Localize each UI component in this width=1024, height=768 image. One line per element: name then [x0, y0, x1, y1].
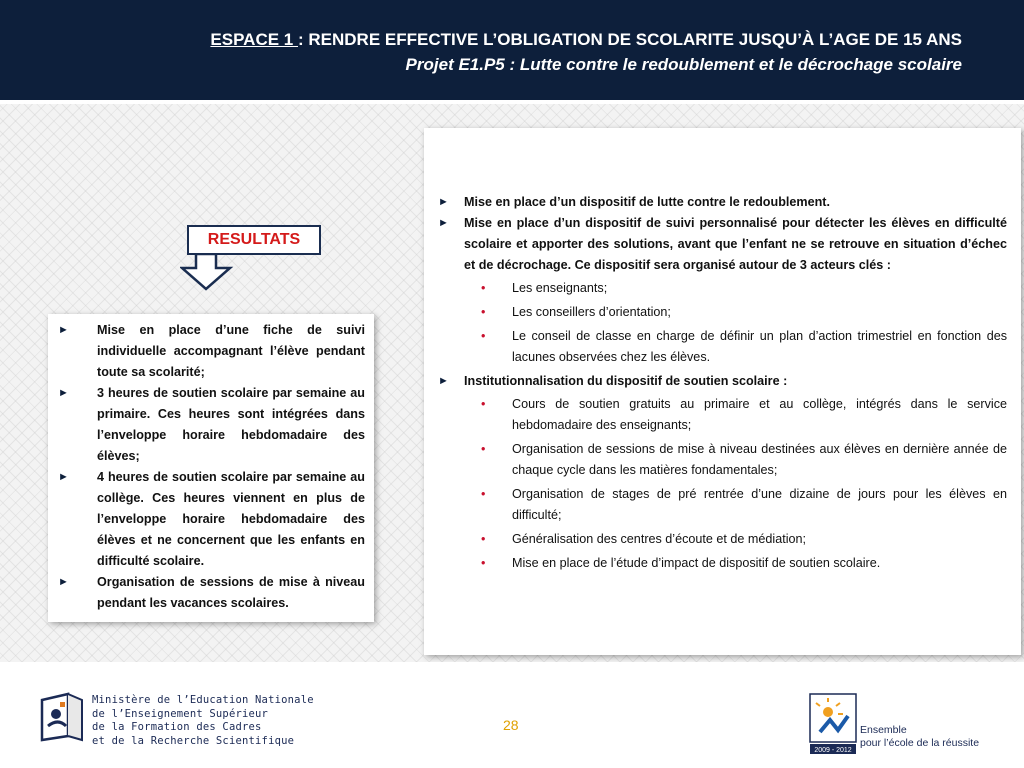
list-item-text: Institutionnalisation du dispositif de soutien scolaire :: [464, 374, 788, 388]
list-item: [58, 320, 365, 383]
title-main: : RENDRE EFFECTIVE L’OBLIGATION DE SCOLARITE JUSQU’À L’AGE DE 15 ANS: [297, 30, 962, 49]
list-item: [58, 467, 365, 572]
list-item-text: 3 heures de soutien scolaire par semaine au primaire. Ces heures sont intégrées dans l’enveloppe horaire hebdomadaire des élèves;: [97, 386, 365, 463]
sub-list-item: [464, 394, 1007, 436]
triangle-bullet-icon: ►: [438, 375, 449, 387]
sub-list-item: [464, 326, 1007, 368]
ensemble-logo-icon: [808, 692, 858, 756]
triangle-bullet-icon: ►: [58, 387, 69, 399]
actions-list: [438, 192, 1007, 574]
triangle-bullet-icon: ►: [58, 576, 69, 588]
header-banner: [0, 0, 1024, 104]
sub-list: [464, 278, 1007, 368]
list-item: [58, 383, 365, 467]
ensemble-line: Ensemble: [860, 724, 907, 736]
page-subtitle: Projet E1.P5 : Lutte contre le redoublement et le décrochage scolaire: [405, 55, 962, 74]
sub-list-item-text: Cours de soutien gratuits au primaire et au collège, intégrés dans le service hebdomadaire des enseignants;: [512, 397, 1007, 432]
page-number: 28: [503, 717, 519, 733]
sub-list-item: [464, 484, 1007, 526]
results-panel: [48, 314, 374, 622]
sub-list-item: [464, 529, 1007, 550]
list-item: [438, 192, 1007, 213]
dot-bullet-icon: •: [481, 281, 486, 295]
ministry-line: et de la Recherche Scientifique: [92, 734, 295, 747]
list-item-text: 4 heures de soutien scolaire par semaine au collège. Ces heures viennent en plus de l’enveloppe horaire hebdomadaire des élèves et ne concernent que les enfants en difficulté scolaire.: [97, 470, 365, 568]
dot-bullet-icon: •: [481, 305, 486, 319]
sub-list-item: [464, 553, 1007, 574]
ministry-name: [92, 694, 314, 748]
ensemble-slogan: [860, 724, 979, 750]
sub-list-item-text: Les conseillers d’orientation;: [512, 305, 671, 319]
triangle-bullet-icon: ►: [438, 196, 449, 208]
sub-list-item-text: Organisation de stages de pré rentrée d’une dizaine de jours pour les élèves en difficulté;: [512, 487, 1007, 522]
dot-bullet-icon: •: [481, 532, 486, 546]
sub-list-item-text: Le conseil de classe en charge de définir un plan d’action trimestriel en fonction des lacunes observées chez les élèves.: [512, 329, 1007, 364]
results-label: RESULTATS: [187, 225, 321, 255]
sub-list-item-text: Organisation de sessions de mise à niveau destinées aux élèves en dernière année de chaque cycle dans les matières fondamentales;: [512, 442, 1007, 477]
results-list: [58, 320, 365, 614]
ministry-line: Ministère de l’Education Nationale: [92, 694, 314, 706]
list-item: [438, 213, 1007, 368]
dot-bullet-icon: •: [481, 397, 486, 411]
dot-bullet-icon: •: [481, 442, 486, 456]
list-item-text: Mise en place d’une fiche de suivi individuelle accompagnant l’élève pendant toute sa scolarité;: [97, 323, 365, 379]
sub-list-item-text: Les enseignants;: [512, 281, 608, 295]
triangle-bullet-icon: ►: [438, 217, 449, 229]
down-arrow-icon: [180, 254, 240, 292]
sub-list-item-text: Généralisation des centres d’écoute et de médiation;: [512, 532, 807, 546]
list-item-text: Mise en place d’un dispositif de lutte contre le redoublement.: [464, 195, 830, 209]
ministry-logo-icon: [38, 690, 88, 744]
list-item: [58, 572, 365, 614]
dot-bullet-icon: •: [481, 556, 486, 570]
title-prefix: ESPACE 1: [210, 30, 298, 49]
triangle-bullet-icon: ►: [58, 324, 69, 336]
sub-list-item-text: Mise en place de l’étude d’impact de dispositif de soutien scolaire.: [512, 556, 881, 570]
ministry-line: de l’Enseignement Supérieur: [92, 707, 269, 720]
ensemble-line: pour l’école de la réussite: [860, 737, 980, 749]
sub-list-item: [464, 302, 1007, 323]
ministry-line: de la Formation des Cadres: [92, 721, 262, 733]
dot-bullet-icon: •: [481, 487, 486, 501]
triangle-bullet-icon: ►: [58, 471, 69, 483]
sub-list-item: [464, 278, 1007, 299]
actions-panel: [424, 128, 1021, 655]
sub-list: [464, 394, 1007, 574]
list-item-text: Mise en place d’un dispositif de suivi personnalisé pour détecter les élèves en difficulté scolaire et apporter des solutions, avant que l’enfant ne se retrouve en situation d’échec et de décrochage. Ce dispositif sera organisé autour de 3 acteurs clés :: [464, 216, 1007, 272]
list-item-text: Organisation de sessions de mise à niveau pendant les vacances scolaires.: [97, 575, 365, 610]
list-item: [438, 371, 1007, 574]
page-title: [210, 30, 962, 50]
dot-bullet-icon: •: [481, 329, 486, 343]
ensemble-years: 2009 - 2012: [814, 747, 852, 754]
sub-list-item: [464, 439, 1007, 481]
